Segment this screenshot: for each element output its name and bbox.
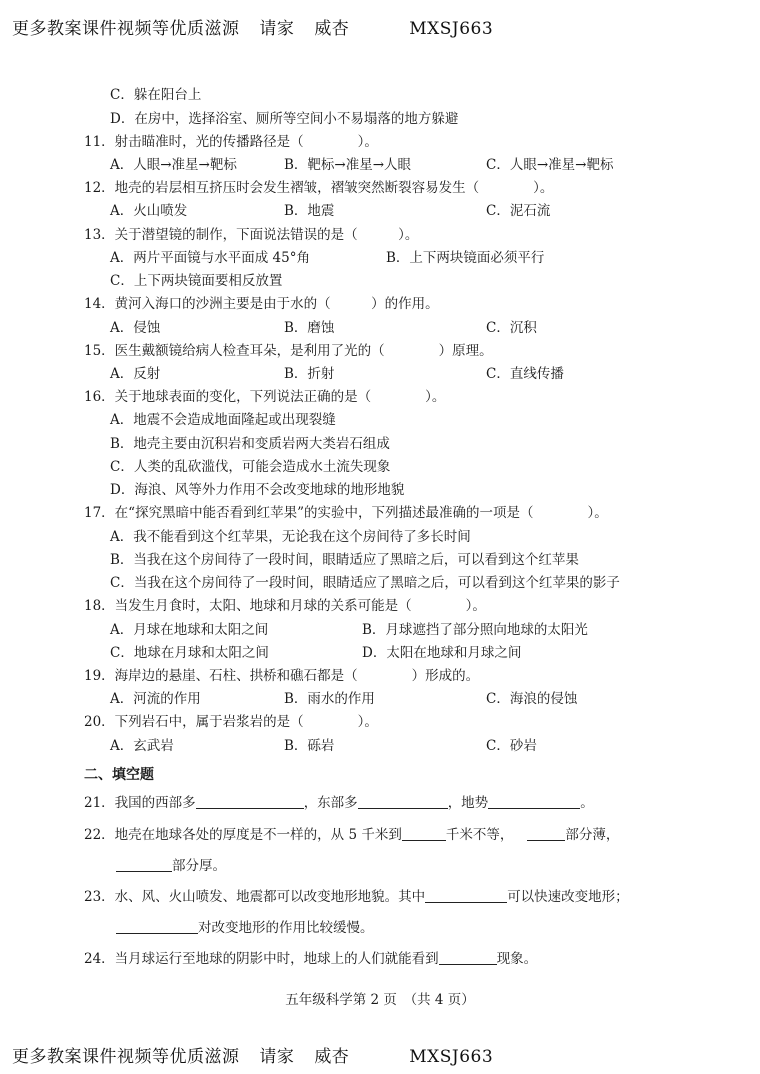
q23-blank-1[interactable]	[425, 888, 507, 903]
q21-blank-2[interactable]	[358, 794, 448, 809]
q10-option-d: D．在房中，选择浴室、厕所等空间小不易塌落的地方躲避	[110, 111, 459, 127]
q20-option-b: B．砾岩	[284, 738, 335, 754]
q19-option-a: A．河流的作用	[110, 691, 201, 707]
q21-text-a: 21．我国的西部多	[84, 795, 196, 811]
q12-option-c: C．泥石流	[486, 203, 551, 219]
banner-code: MXSJ663	[409, 19, 494, 39]
question-18-stem: 18．当发生月食时，太阳、地球和月球的关系可能是（ ）。	[84, 598, 486, 614]
question-14-stem: 14．黄河入海口的沙洲主要是由于水的（ ）的作用。	[84, 296, 439, 312]
q19-option-b: B．雨水的作用	[284, 691, 375, 707]
q10-option-c: C．躲在阳台上	[110, 87, 202, 103]
q13-option-b: B．上下两块镜面必须平行	[386, 250, 545, 266]
q22-text-a: 22．地壳在地球各处的厚度是不一样的，从 5 千米到	[84, 827, 402, 843]
q18-option-a: A．月球在地球和太阳之间	[110, 622, 269, 638]
question-23-cont	[116, 918, 374, 938]
q23-text-c: 对改变地形的作用比较缓慢。	[198, 920, 374, 936]
q15-option-c: C．直线传播	[486, 366, 564, 382]
question-17-stem: 17．在“探究黑暗中能否看到红苹果”的实验中，下列描述最准确的一项是（ ）。	[84, 505, 608, 521]
page-footer: 五年级科学第 2 页 （共 4 页）	[285, 992, 475, 1008]
q18-option-d: D．太阳在地球和月球之间	[362, 645, 522, 661]
q16-option-d: D．海浪、风等外力作用不会改变地球的地形地貌	[110, 482, 405, 498]
q11-option-c: C．人眼→准星→靶标	[486, 157, 614, 173]
q16-option-c: C．人类的乱砍滥伐，可能会造成水土流失现象	[110, 459, 391, 475]
q21-blank-1[interactable]	[196, 794, 304, 809]
section-fill-in-title: 二、填空题	[84, 767, 154, 783]
banner-code: MXSJ663	[409, 1047, 494, 1067]
q21-blank-3[interactable]	[488, 794, 580, 809]
question-15-stem: 15．医生戴额镜给病人检查耳朵，是利用了光的（ ）原理。	[84, 343, 493, 359]
question-20-stem: 20．下列岩石中，属于岩浆岩的是（ ）。	[84, 714, 378, 730]
q23-blank-2[interactable]	[116, 919, 198, 934]
q14-option-a: A．侵蚀	[110, 320, 161, 336]
footer-banner	[12, 1042, 493, 1067]
q22-text-d: 部分厚。	[172, 858, 226, 874]
question-16-stem: 16．关于地球表面的变化，下列说法正确的是（ ）。	[84, 389, 446, 405]
q22-blank-3[interactable]	[116, 857, 172, 872]
q17-option-a: A．我不能看到这个红苹果，无论我在这个房间待了多长时间	[110, 529, 471, 545]
q14-option-c: C．沉积	[486, 320, 537, 336]
q13-option-a: A．两片平面镜与水平面成 45°角	[110, 250, 310, 266]
question-13-stem: 13．关于潜望镜的制作，下面说法错误的是（ ）。	[84, 227, 419, 243]
q13-option-c: C．上下两块镜面要相反放置	[110, 273, 283, 289]
q21-text-b: ，东部多	[303, 795, 358, 811]
q17-option-b: B．当我在这个房间待了一段时间，眼睛适应了黑暗之后，可以看到这个红苹果	[110, 552, 579, 568]
q18-option-b: B．月球遮挡了部分照向地球的太阳光	[362, 622, 588, 638]
q23-text-a: 23．水、风、火山喷发、地震都可以改变地形地貌。其中	[84, 889, 426, 905]
q21-text-c: ，地势	[447, 795, 489, 811]
q14-option-b: B．磨蚀	[284, 320, 335, 336]
banner-contact-a: 请家	[259, 19, 295, 39]
q22-blank-1[interactable]	[402, 826, 446, 841]
q20-option-c: C．砂岩	[486, 738, 537, 754]
banner-contact-a: 请家	[259, 1047, 295, 1067]
banner-text: 更多教案课件视频等优质滋源	[12, 1047, 240, 1067]
banner-text: 更多教案课件视频等优质滋源	[12, 19, 240, 39]
q24-blank-1[interactable]	[439, 950, 497, 965]
q11-option-b: B．靶标→准星→人眼	[284, 157, 412, 173]
question-21	[84, 793, 594, 813]
q22-text-c: 部分薄，	[565, 827, 620, 843]
question-19-stem: 19．海岸边的悬崖、石柱、拱桥和礁石都是（ ）形成的。	[84, 668, 480, 684]
q22-blank-2[interactable]	[527, 826, 565, 841]
q17-option-c: C．当我在这个房间待了一段时间，眼睛适应了黑暗之后，可以看到这个红苹果的影子	[110, 575, 620, 591]
q16-option-b: B．地壳主要由沉积岩和变质岩两大类岩石组成	[110, 436, 390, 452]
question-11-stem: 11．射击瞄准时，光的传播路径是（ ）。	[84, 134, 378, 150]
q18-option-c: C．地球在月球和太阳之间	[110, 645, 269, 661]
q11-option-a: A．人眼→准星→靶标	[110, 157, 237, 173]
question-22-cont	[116, 856, 226, 876]
q21-text-d: 。	[580, 795, 594, 811]
q24-text-b: 现象。	[496, 951, 538, 967]
question-24	[84, 949, 537, 969]
q15-option-b: B．折射	[284, 366, 335, 382]
banner-contact-b: 威杏	[314, 19, 350, 39]
q24-text-a: 24．当月球运行至地球的阴影中时，地球上的人们就能看到	[84, 951, 439, 967]
question-22	[84, 825, 619, 845]
q19-option-c: C．海浪的侵蚀	[486, 691, 578, 707]
q22-text-b: 千米不等，	[445, 827, 514, 843]
q23-text-b: 可以快速改变地形；	[507, 889, 629, 905]
banner-contact-b: 威杏	[314, 1047, 350, 1067]
question-12-stem: 12．地壳的岩层相互挤压时会发生褶皱，褶皱突然断裂容易发生（ ）。	[84, 180, 554, 196]
q12-option-a: A．火山喷发	[110, 203, 188, 219]
q12-option-b: B．地震	[284, 203, 335, 219]
q20-option-a: A．玄武岩	[110, 738, 174, 754]
question-23	[84, 887, 629, 907]
q15-option-a: A．反射	[110, 366, 161, 382]
q16-option-a: A．地震不会造成地面隆起或出现裂缝	[110, 412, 336, 428]
